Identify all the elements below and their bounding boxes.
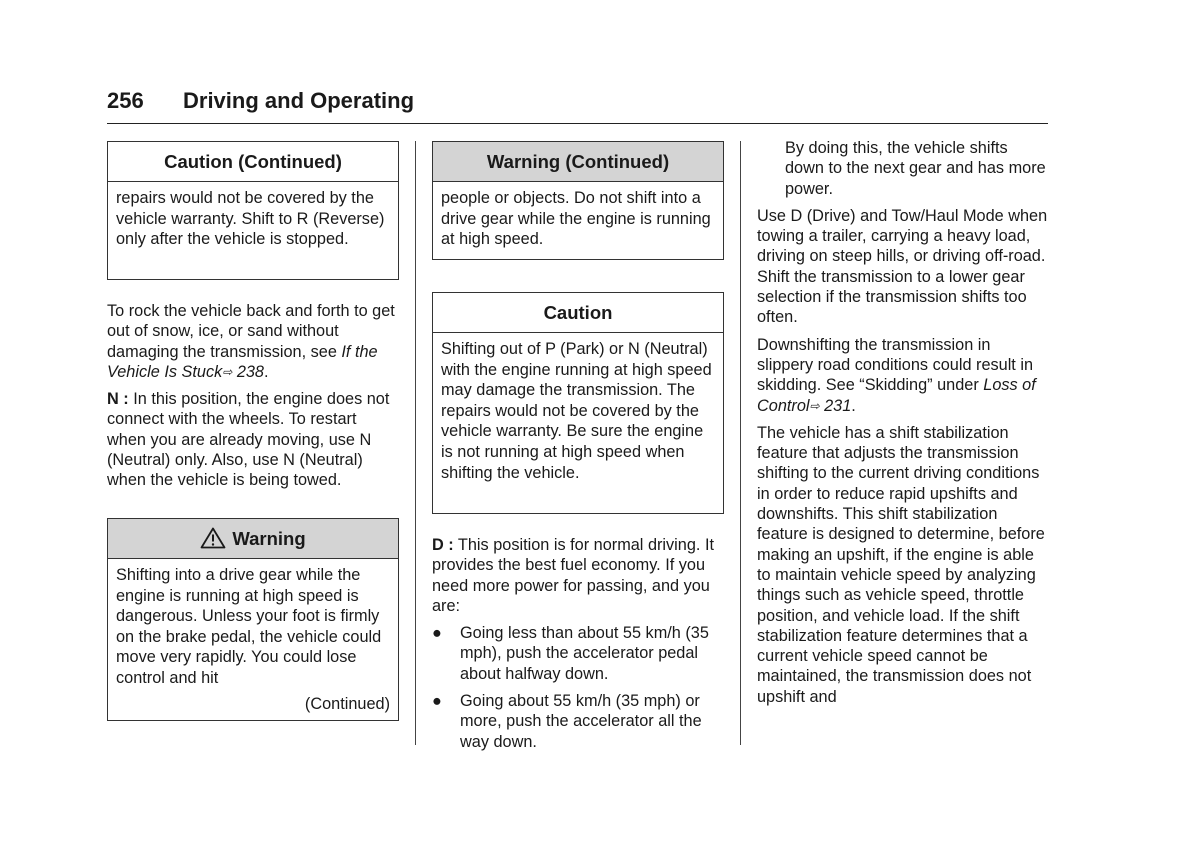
stabilization-paragraph: The vehicle has a shift stabilization feature that adjusts the transmission shifting to the current driving conditions in order to reduce rapid upshifts and downshifts. This shift stabilization feature is designed to determine, before making an upshift, if the engine is able to maintain vehicle speed by analyzing things such as vehicle speed, throttle position, and vehicle load. If the shift stabilization feature determines that a current vehicle speed cannot be maintained, the transmission does not upshift and: [757, 423, 1045, 706]
warning-body-text: Shifting into a drive gear while the engine is running at high speed is dangerous. Unless your foot is firmly on the brake pedal, the vehicle could move very rapidly. You could lose control and hit: [116, 566, 382, 687]
drive-label: D :: [432, 536, 454, 554]
column-divider: [415, 141, 416, 745]
caution-title: Caution: [433, 293, 723, 333]
bullet-icon: ●: [432, 624, 442, 643]
section-title: Driving and Operating: [183, 88, 415, 113]
warning-continued-box: [432, 141, 724, 260]
caution-body: Shifting out of P (Park) or N (Neutral) with the engine running at high speed may damage the transmission. The repairs would not be covered by the vehicle warranty. Be sure the engine is not running at high speed when shifting the vehicle.: [441, 340, 712, 482]
tow-haul-paragraph: Use D (Drive) and Tow/Haul Mode when towing a trailer, carrying a heavy load, driving on steep hills, or driving off-road. Shift the transmission to a lower gear selection if the transmission shifts too often.: [757, 206, 1048, 327]
bullet-text: Going about 55 km/h (35 mph) or more, push the accelerator all the way down.: [460, 692, 702, 751]
warning-body: [108, 559, 398, 722]
bullet-item: [432, 623, 724, 684]
bullet-icon: ●: [432, 692, 442, 711]
if-vehicle-is-stuck-link[interactable]: If the Vehicle Is Stuck: [107, 342, 378, 381]
warning-box: [107, 518, 399, 721]
downshift-text: Downshifting the transmission in slippery road conditions could result in skidding. See “Skidding” under: [757, 335, 1034, 395]
caution-continued-box: [107, 141, 399, 280]
caution-continued-title: Caution (Continued): [108, 142, 398, 182]
page-reference-number: 231: [819, 396, 852, 415]
rock-vehicle-paragraph: [107, 301, 399, 382]
loss-of-control-link[interactable]: Loss of Control: [757, 376, 1036, 415]
continued-label: (Continued): [304, 694, 390, 713]
column-1-text: [107, 301, 399, 498]
caution-continued-body: repairs would not be covered by the vehicle warranty. Shift to R (Reverse) only after the vehicle is stopped.: [116, 189, 385, 249]
drive-paragraph: [432, 535, 724, 616]
warning-title: Warning: [232, 528, 306, 549]
warning-title-bar: [108, 519, 398, 559]
sentence-end: .: [264, 362, 269, 381]
column-2-text: [432, 535, 724, 759]
column-divider: [740, 141, 741, 745]
drive-text: This position is for normal driving. It provides the best fuel economy. If you need more power for passing, and you are:: [432, 536, 715, 615]
rock-vehicle-text: To rock the vehicle back and forth to get out of snow, ice, or sand without damaging the transmission, see: [107, 302, 395, 361]
neutral-paragraph: [107, 389, 399, 490]
page-reference-icon: ⇨: [222, 364, 233, 379]
sentence-end: .: [851, 396, 856, 415]
bullet-item: [432, 691, 724, 752]
downshift-paragraph: [757, 335, 1049, 416]
neutral-text: In this position, the engine does not connect with the wheels. To restart when you are already moving, use N (Neutral) only. Also, use N (Neutral) when the vehicle is being towed.: [107, 390, 390, 490]
warning-continued-body: people or objects. Do not shift into a drive gear while the engine is running at high speed.: [441, 189, 711, 249]
neutral-label: N :: [107, 390, 129, 409]
page-number: 256: [107, 88, 144, 113]
warning-triangle-icon: [200, 523, 226, 563]
page-reference-icon: ⇨: [809, 398, 820, 413]
header-rule: [107, 123, 1048, 124]
page-reference-number: 238: [232, 362, 264, 381]
warning-continued-title: Warning (Continued): [433, 142, 723, 182]
column-3-text: [757, 138, 1049, 714]
indented-paragraph: By doing this, the vehicle shifts down to the next gear and has more power.: [785, 139, 1046, 198]
caution-box: [432, 292, 724, 514]
bullet-text: Going less than about 55 km/h (35 mph), push the accelerator pedal about halfway down.: [460, 624, 709, 683]
